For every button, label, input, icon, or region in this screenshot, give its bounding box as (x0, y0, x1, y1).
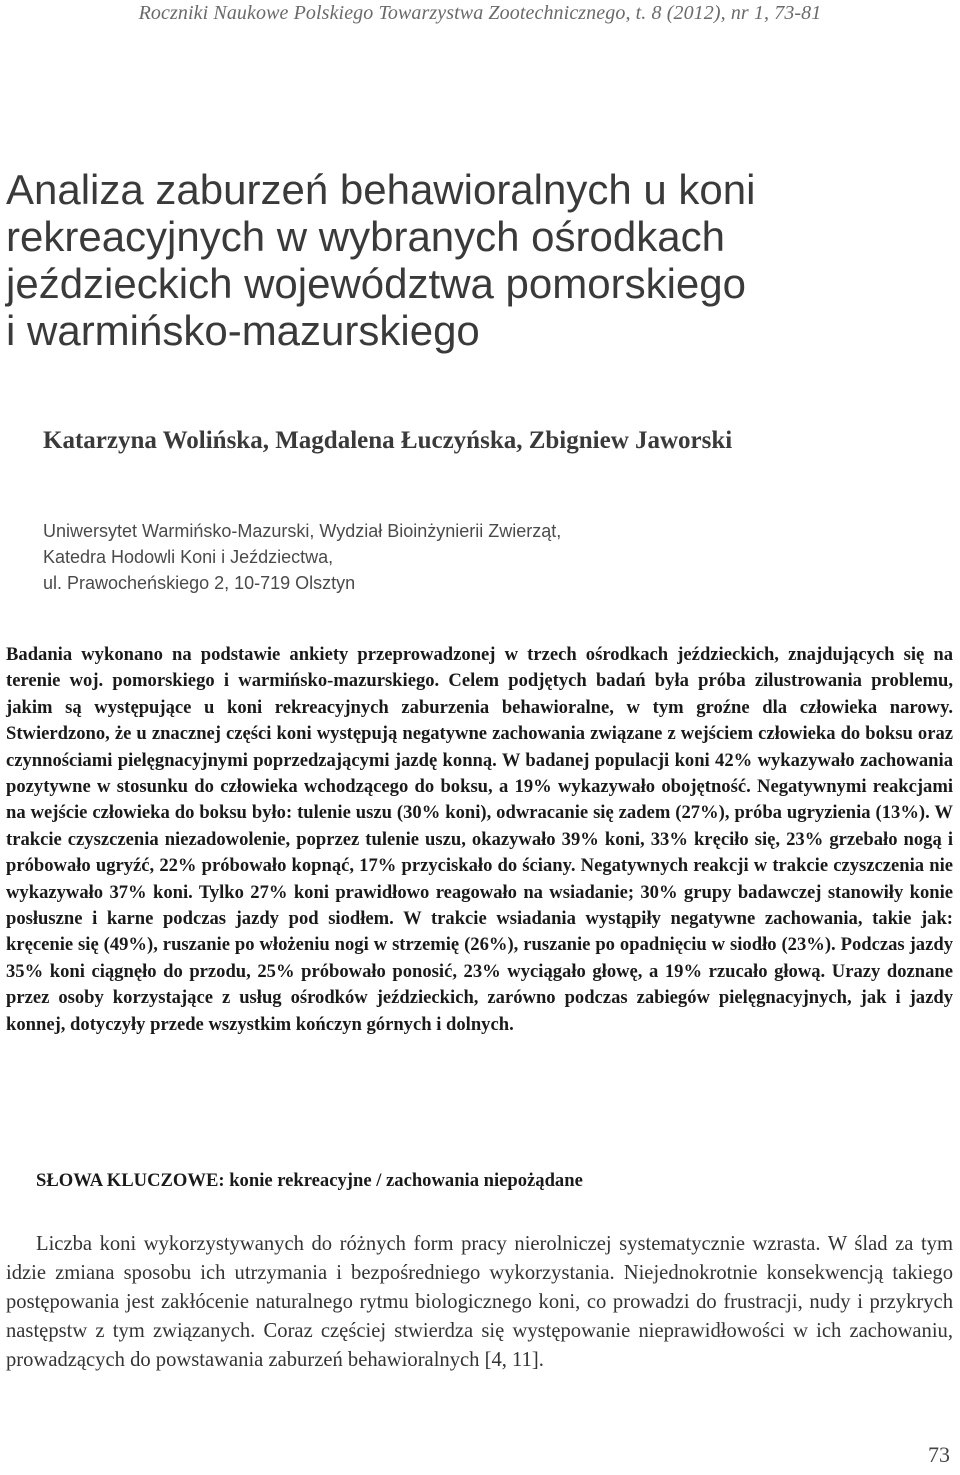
title-line: Analiza zaburzeń behawioralnych u koni (6, 166, 756, 213)
abstract: Badania wykonano na podstawie ankiety przeprowadzonej w trzech ośrodkach jeździeckich, znajdujących się na terenie woj. pomorskiego i warmińsko-mazurskiego. Celem podjętych badań była próba zilustrowania problemu, jakim są występujące u koni rekreacyjnych zaburzenia behawioralne, w tym groźne dla człowieka narowy. Stwierdzono, że u znacznej części koni występują negatywne zachowania związane z wejściem człowieka do boksu oraz czynnościami pielęgnacyjnymi poprzedzającymi jazdę konną. W badanej populacji koni 42% wykazywało zachowania pozytywne w stosunku do człowieka wchodzącego do boksu, a 19% wykazywało obojętność. Negatywnymi reakcjami na wejście człowieka do boksu było: tulenie uszu (30% koni), odwracanie się zadem (27%), próba ugryzienia (13%). W trakcie czyszczenia niezadowolenie, poprzez tulenie uszu, okazywało 39% koni, 33% kręciło się, 23% grzebało nogą i próbowało ugryźć, 22% próbowało kopnąć, 17% przyciskało do ściany. Negatywnych reakcji w trakcie czyszczenia nie wykazywało 37% koni. Tylko 27% koni prawidłowo reagowało na wsiadanie; 30% grupy badawczej stanowiły konie posłuszne i karne podczas jazdy pod siodłem. W trakcie wsiadania wystąpiły negatywne zachowania, takie jak: kręcenie się (49%), ruszanie po włożeniu nogi w strzemię (26%), ruszanie po opadnięciu w siodło (23%). Podczas jazdy 35% koni ciągnęło do przodu, 25% próbowało ponosić, 23% wyciągało głowę, a 19% rzucało głową. Urazy doznane przez osoby korzystające z usług ośrodków jeździeckich, zarówno podczas zabiegów pielęgnacyjnych, jak i jazdy konnej, dotyczyły przede wszystkim kończyn górnych i dolnych. (6, 644, 953, 1035)
title-line: i warmińsko-mazurskiego (6, 307, 480, 354)
title-line: jeździeckich województwa pomorskiego (6, 260, 747, 307)
keywords: SŁOWA KLUCZOWE: konie rekreacyjne / zachowania niepożądane (36, 1170, 583, 1191)
running-head: Roczniki Naukowe Polskiego Towarzystwa Zootechnicznego, t. 8 (2012), nr 1, 73-81 (138, 2, 822, 24)
affiliation (43, 518, 561, 596)
body-paragraph: Liczba koni wykorzystywanych do różnych form pracy nierolniczej systematycznie wzrasta. W ślad za tym idzie zmiana sposobu ich utrzymania i bezpośredniego wykorzystania. Niejednokrotnie konsekwencją takiego postępowania jest zakłócenie naturalnego rytmu biologicznego koni, co prowadzi do frustracji, nudy i przykrych następstw z tym związanych. Coraz częściej stwierdza się występowanie nieprawidłowości w ich zachowaniu, prowadzących do powstawania zaburzeń behawioralnych [4, 11]. (6, 1233, 953, 1371)
authors: Katarzyna Wolińska, Magdalena Łuczyńska, Zbigniew Jaworski (43, 427, 733, 454)
affiliation-line: ul. Prawocheńskiego 2, 10-719 Olsztyn (43, 573, 356, 593)
article-title (6, 166, 946, 354)
title-line: rekreacyjnych w wybranych ośrodkach (6, 213, 725, 260)
page-number: 73 (928, 1442, 950, 1467)
affiliation-line: Uniwersytet Warmińsko-Mazurski, Wydział Bioinżynierii Zwierząt, (43, 521, 562, 541)
affiliation-line: Katedra Hodowli Koni i Jeździectwa, (43, 547, 334, 567)
